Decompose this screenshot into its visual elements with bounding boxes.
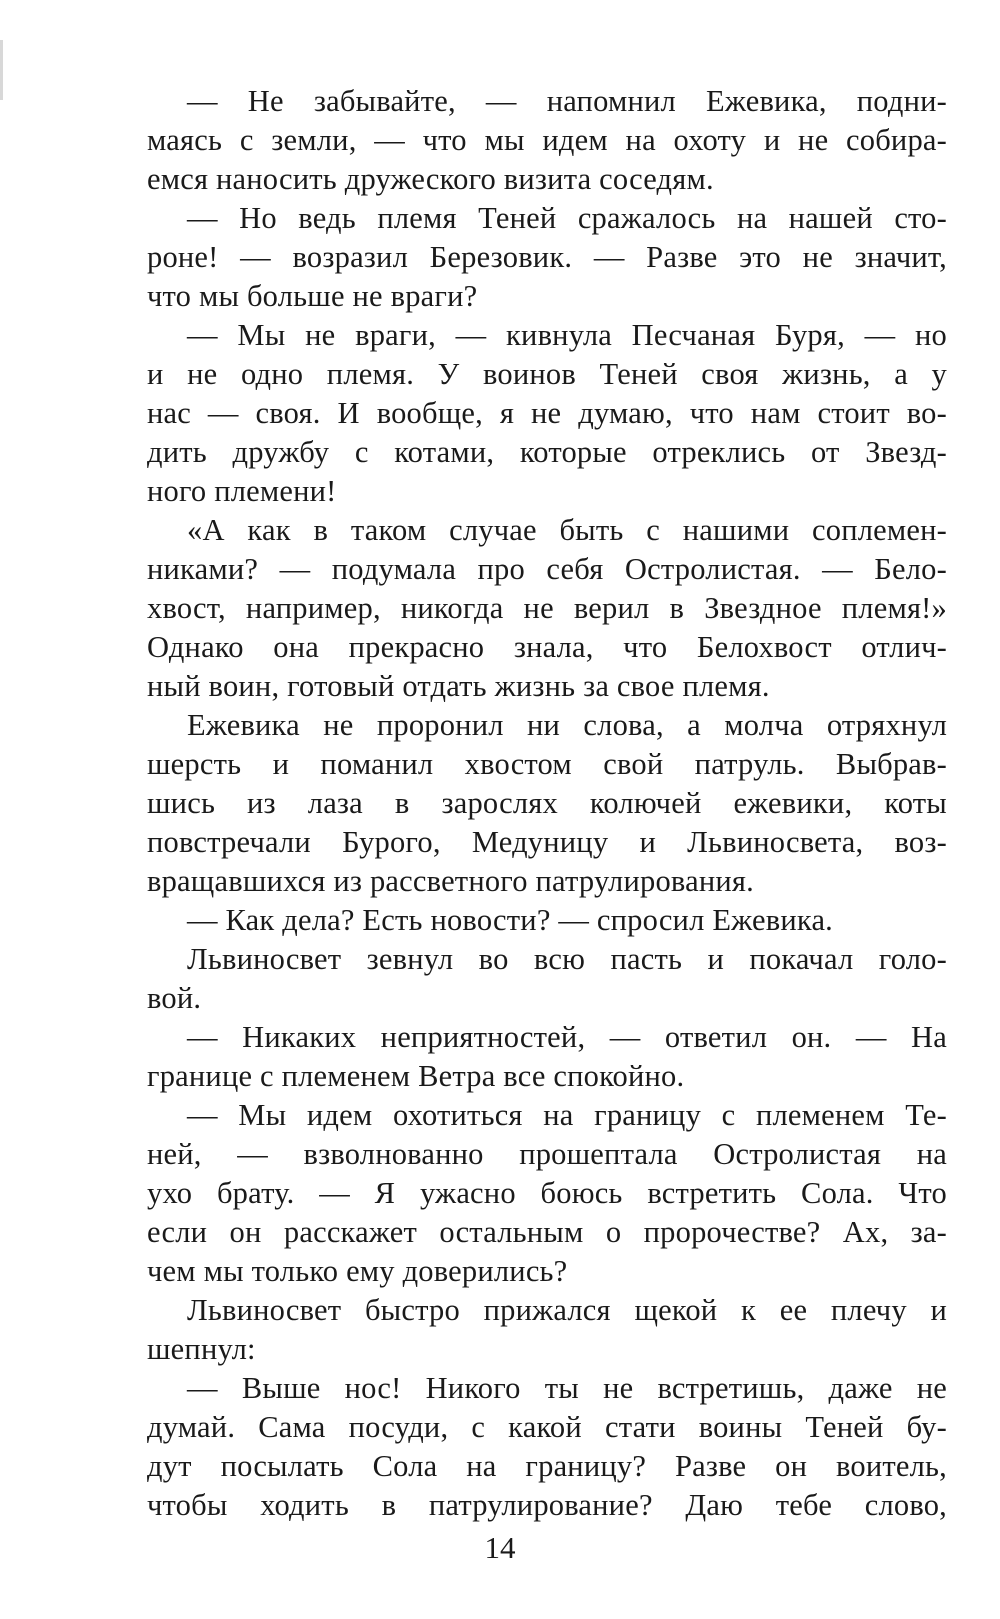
text-line: шись из лаза в зарослях колючей ежевики, коты (147, 786, 947, 820)
text-line: Львиносвет быстро прижался щекой к ее плечу и (187, 1293, 947, 1327)
text-line: маясь с земли, — что мы идем на охоту и не собира- (147, 123, 947, 157)
text-line: — Не забывайте, — напомнил Ежевика, подни- (187, 84, 947, 118)
text-line: «А как в таком случае быть с нашими соплемен- (187, 513, 947, 547)
text-line: роне! — возразил Березовик. — Разве это не значит, (147, 240, 947, 274)
text-line: — Мы идем охотиться на границу с племенем Те- (187, 1098, 947, 1132)
text-line: вой. (147, 981, 202, 1015)
text-line: шерсть и поманил хвостом свой патруль. Выбрав- (147, 747, 947, 781)
text-line: чтобы ходить в патрулирование? Даю тебе слово, (147, 1488, 947, 1522)
text-line: — Никаких неприятностей, — ответил он. — На (187, 1020, 947, 1054)
text-line: чем мы только ему доверились? (147, 1254, 568, 1288)
text-line: хвост, например, никогда не верил в Звездное племя!» (147, 591, 947, 625)
text-line: ухо брату. — Я ужасно боюсь встретить Сола. Что (147, 1176, 947, 1210)
text-line: если он расскажет остальным о пророчестве? Ах, за- (147, 1215, 947, 1249)
text-line: емся наносить дружеского визита соседям. (147, 162, 714, 196)
text-line: — Но ведь племя Теней сражалось на нашей сто- (187, 201, 947, 235)
text-line: — Выше нос! Никого ты не встретишь, даже не (187, 1371, 947, 1405)
text-line: дить дружбу с котами, которые отреклись от Звезд- (147, 435, 947, 469)
text-line: повстречали Бурого, Медуницу и Львиносвета, воз- (147, 825, 947, 859)
text-line: вращавшихся из рассветного патрулирования. (147, 864, 754, 898)
text-line: Ежевика не проронил ни слова, а молча отряхнул (187, 708, 947, 742)
text-line: думай. Сама посуди, с какой стати воины Теней бу- (147, 1410, 947, 1444)
text-line: шепнул: (147, 1332, 256, 1366)
text-line: Львиносвет зевнул во всю пасть и покачал голо- (187, 942, 947, 976)
text-line: нас — своя. И вообще, я не думаю, что нам стоит во- (147, 396, 947, 430)
text-line: границе с племенем Ветра все спокойно. (147, 1059, 685, 1093)
body-text (147, 82, 947, 1525)
text-line: ного племени! (147, 474, 337, 508)
text-line: дут посылать Сола на границу? Разве он воитель, (147, 1449, 947, 1483)
text-line: Однако она прекрасно знала, что Белохвост отлич- (147, 630, 947, 664)
page-edge-shadow (0, 40, 3, 100)
text-line: ный воин, готовый отдать жизнь за свое племя. (147, 669, 770, 703)
text-line: — Мы не враги, — кивнула Песчаная Буря, — но (187, 318, 947, 352)
text-line: ней, — взволнованно прошептала Остролистая на (147, 1137, 947, 1171)
text-line: и не одно племя. У воинов Теней своя жизнь, а у (147, 357, 947, 391)
page-number: 14 (484, 1530, 516, 1565)
text-line: никами? — подумала про себя Остролистая. — Бело- (147, 552, 947, 586)
text-line: — Как дела? Есть новости? — спросил Ежевика. (187, 903, 834, 937)
text-line: что мы больше не враги? (147, 279, 478, 313)
